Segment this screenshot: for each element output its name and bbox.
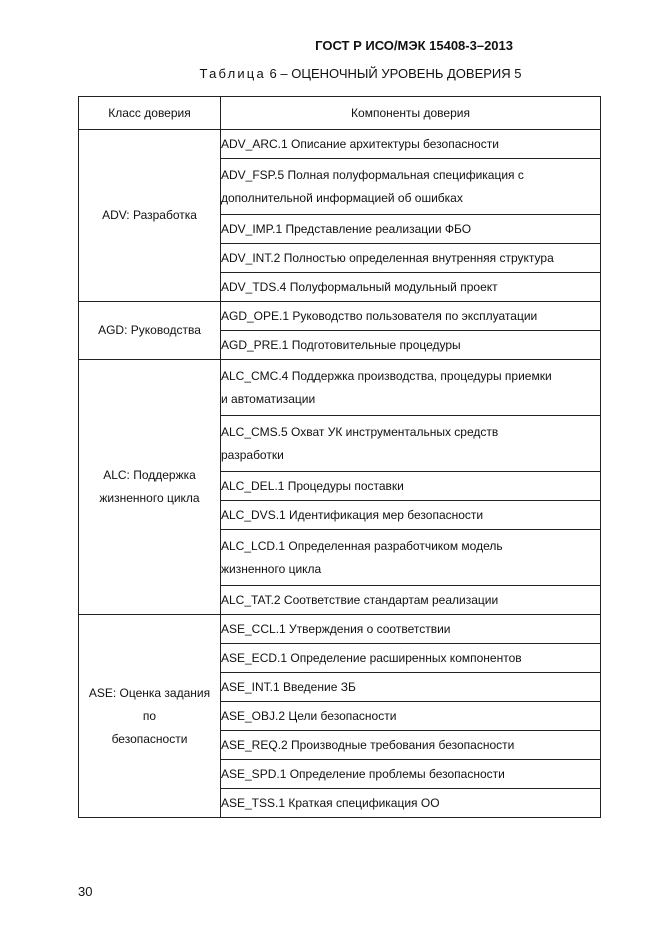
class-name-line: AGD: Руководства (98, 323, 201, 337)
component-text-line: ALC_DVS.1 Идентификация мер безопасности (221, 507, 484, 522)
class-name-line: ASE: Оценка задания (88, 685, 211, 700)
component-cell (221, 244, 601, 273)
component-text-line: ALC_DEL.1 Процедуры поставки (221, 478, 404, 493)
component-text-line: жизненного цикла (221, 561, 322, 576)
class-name-line: ADV: Разработка (102, 208, 197, 222)
table-row (79, 615, 601, 644)
class-cell (79, 302, 221, 360)
component-cell (221, 530, 601, 586)
component-text-line: ADV_FSP.5 Полная полуформальная спецификация с (221, 167, 524, 182)
component-text-line: ASE_CCL.1 Утверждения о соответствии (221, 621, 451, 636)
component-cell (221, 673, 601, 702)
component-text-line: AGD_PRE.1 Подготовительные процедуры (221, 337, 461, 352)
component-text-line: ADV_TDS.4 Полуформальный модульный проект (221, 279, 498, 294)
page-number: 30 (78, 884, 93, 899)
document-header: ГОСТ Р ИСО/МЭК 15408-3–2013 (315, 38, 513, 53)
component-text-line: ASE_REQ.2 Производные требования безопасности (221, 737, 515, 752)
component-cell (221, 586, 601, 615)
component-cell (221, 331, 601, 360)
component-text-line: ALC_TAT.2 Соответствие стандартам реализации (221, 592, 499, 607)
class-name-line: по (142, 708, 157, 723)
table-row (79, 302, 601, 331)
class-cell (79, 615, 221, 818)
caption-title: ОЦЕНОЧНЫЙ УРОВЕНЬ ДОВЕРИЯ 5 (291, 66, 522, 81)
component-cell (221, 130, 601, 159)
component-text-line: ASE_ECD.1 Определение расширенных компонентов (221, 650, 522, 665)
component-text-line: ADV_INT.2 Полностью определенная внутренняя структура (221, 250, 554, 265)
component-text-line: ASE_OBJ.2 Цели безопасности (221, 708, 397, 723)
table-row (79, 130, 601, 159)
caption-number: 6 (269, 66, 277, 81)
table-row (79, 360, 601, 416)
table-body (79, 130, 601, 818)
component-cell (221, 416, 601, 472)
class-name-line: жизненного цикла (99, 491, 200, 505)
component-text-line: ADV_ARC.1 Описание архитектуры безопасности (221, 136, 499, 151)
column-header-components: Компоненты доверия (221, 97, 601, 130)
component-cell (221, 302, 601, 331)
assurance-table (78, 96, 601, 818)
class-name-line: ALC: Поддержка (103, 468, 196, 482)
component-cell (221, 615, 601, 644)
class-cell (79, 130, 221, 302)
component-text-line: ADV_IMP.1 Представление реализации ФБО (221, 221, 472, 236)
component-text-line: ASE_TSS.1 Краткая спецификация ОО (221, 795, 440, 810)
component-text-line: ALC_CMS.5 Охват УК инструментальных средств (221, 424, 499, 439)
component-cell (221, 472, 601, 501)
class-name-line: безопасности (111, 731, 188, 746)
component-cell (221, 789, 601, 818)
component-cell (221, 215, 601, 244)
component-text-line: ASE_SPD.1 Определение проблемы безопасности (221, 766, 505, 781)
component-cell (221, 501, 601, 530)
component-cell (221, 644, 601, 673)
component-cell (221, 360, 601, 416)
component-cell (221, 273, 601, 302)
component-text-line: и автоматизации (221, 391, 316, 406)
component-cell (221, 760, 601, 789)
component-cell (221, 159, 601, 215)
component-text-line: дополнительной информацией об ошибках (221, 190, 463, 205)
column-header-class: Класс доверия (79, 97, 221, 130)
component-text-line: ASE_INT.1 Введение ЗБ (221, 679, 356, 694)
component-cell (221, 702, 601, 731)
table-header-row (79, 97, 601, 130)
component-cell (221, 731, 601, 760)
component-text-line: ALC_CMC.4 Поддержка производства, процедуры приемки (221, 368, 552, 383)
class-cell (79, 360, 221, 615)
component-text-line: разработки (221, 447, 284, 462)
component-text-line: ALC_LCD.1 Определенная разработчиком модель (221, 538, 503, 553)
component-text-line: AGD_OPE.1 Руководство пользователя по эксплуатации (221, 308, 538, 323)
caption-prefix: Таблица (199, 66, 266, 81)
table-caption: Таблица 6 – ОЦЕНОЧНЫЙ УРОВЕНЬ ДОВЕРИЯ 5 (199, 66, 522, 81)
